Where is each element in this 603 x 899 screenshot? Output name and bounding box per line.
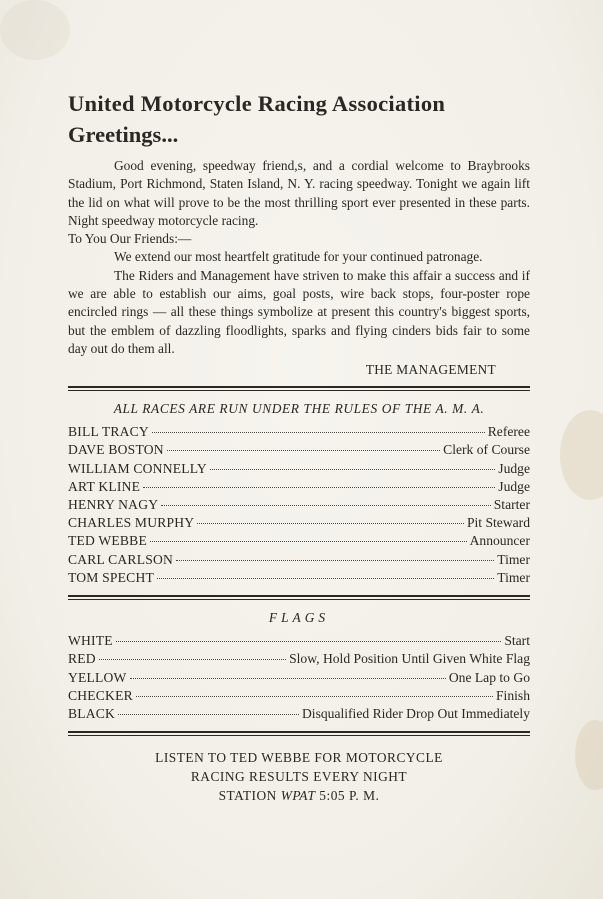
page-content xyxy=(68,88,530,805)
flag-name: YELLOW xyxy=(68,669,127,685)
official-name: CHARLES MURPHY xyxy=(68,515,195,531)
radio-notice xyxy=(68,748,530,805)
management-paragraph: The Riders and Management have striven to make this affair a success and if we are able to establish our aims, goal posts, wire back stops, four-poster rope encircled rings — all these things symbolize at present this country's biggest sports, but the emblem of dazzling floodlights, sparks and flying cinders bids fair to some day out do them all. xyxy=(68,267,530,356)
official-role: Judge xyxy=(498,478,530,494)
official-row xyxy=(68,569,530,587)
signature: THE MANAGEMENT xyxy=(365,362,496,378)
official-name: BILL TRACY xyxy=(68,424,149,440)
gratitude-paragraph: We extend our most heartfelt gratitude for your continued patronage. xyxy=(114,249,483,265)
radio-notice-line3 xyxy=(68,786,530,805)
officials-heading: ALL RACES ARE RUN UNDER THE RULES OF THE A. M. A. xyxy=(113,401,485,417)
official-row xyxy=(68,551,530,569)
official-role: Announcer xyxy=(469,533,530,549)
flag-meaning: Start xyxy=(504,633,530,649)
dot-leader xyxy=(116,641,502,642)
flag-name: BLACK xyxy=(68,705,116,721)
radio-notice-line1: LISTEN TO TED WEBBE FOR MOTORCYCLE xyxy=(155,750,443,766)
dot-leader xyxy=(167,450,440,451)
official-role: Clerk of Course xyxy=(443,442,530,458)
official-role: Referee xyxy=(487,424,530,440)
station-prefix: STATION xyxy=(218,788,277,804)
flags-heading: FLAGS xyxy=(268,610,330,626)
official-name: CARL CARLSON xyxy=(68,551,173,567)
dot-leader xyxy=(143,487,495,488)
official-name: WILLIAM CONNELLY xyxy=(68,460,207,476)
flag-name: CHECKER xyxy=(68,687,133,703)
official-name: ART KLINE xyxy=(68,478,141,494)
official-role: Starter xyxy=(493,497,530,513)
flag-name: WHITE xyxy=(68,633,113,649)
dot-leader xyxy=(118,714,299,715)
flag-row xyxy=(68,669,530,687)
dot-leader xyxy=(152,432,485,433)
official-row xyxy=(68,423,530,441)
dot-leader xyxy=(99,659,286,660)
dot-leader xyxy=(176,560,494,561)
paper-stain xyxy=(0,0,70,60)
dot-leader xyxy=(157,578,494,579)
flag-meaning: Slow, Hold Position Until Given White Flag xyxy=(289,651,530,667)
page-title: United Motorcycle Racing Association xyxy=(68,91,446,116)
dot-leader xyxy=(150,541,467,542)
paper-stain xyxy=(560,410,603,500)
flag-name: RED xyxy=(68,651,96,667)
flags-list xyxy=(68,632,530,723)
official-role: Timer xyxy=(497,551,530,567)
greetings-heading: Greetings... xyxy=(68,122,179,147)
divider xyxy=(68,386,530,391)
dot-leader xyxy=(136,696,493,697)
dot-leader xyxy=(130,678,446,679)
dot-leader xyxy=(210,469,495,470)
divider xyxy=(68,595,530,600)
officials-list xyxy=(68,423,530,587)
official-row xyxy=(68,460,530,478)
station-callsign: WPAT xyxy=(280,788,316,804)
official-row xyxy=(68,532,530,550)
radio-notice-line2: RACING RESULTS EVERY NIGHT xyxy=(190,769,408,785)
flag-row xyxy=(68,632,530,650)
official-row xyxy=(68,441,530,459)
dot-leader xyxy=(197,523,464,524)
divider xyxy=(68,731,530,736)
flag-row xyxy=(68,687,530,705)
official-row xyxy=(68,478,530,496)
salutation: To You Our Friends:— xyxy=(68,231,192,247)
flag-row xyxy=(68,705,530,723)
paper-stain xyxy=(575,720,603,790)
official-role: Timer xyxy=(497,569,530,585)
flag-meaning: Disqualified Rider Drop Out Immediately xyxy=(301,705,530,721)
flag-meaning: Finish xyxy=(496,687,530,703)
official-name: TED WEBBE xyxy=(68,533,147,549)
official-role: Pit Steward xyxy=(466,515,530,531)
official-role: Judge xyxy=(498,460,530,476)
intro-paragraph: Good evening, speedway friend,s, and a cordial welcome to Braybrooks Stadium, Port Richmond, Staten Island, N. Y. racing speedway. Tonight we again lift the lid on what will prove to be the most thrilling sport ever presented in these parts. Night speedway motorcycle racing. xyxy=(68,158,530,228)
official-row xyxy=(68,496,530,514)
official-row xyxy=(68,514,530,532)
dot-leader xyxy=(161,505,491,506)
official-name: DAVE BOSTON xyxy=(68,442,164,458)
official-name: TOM SPECHT xyxy=(68,569,154,585)
official-name: HENRY NAGY xyxy=(68,497,159,513)
flag-row xyxy=(68,650,530,668)
flag-meaning: One Lap to Go xyxy=(448,669,530,685)
broadcast-time: 5:05 P. M. xyxy=(319,788,380,804)
